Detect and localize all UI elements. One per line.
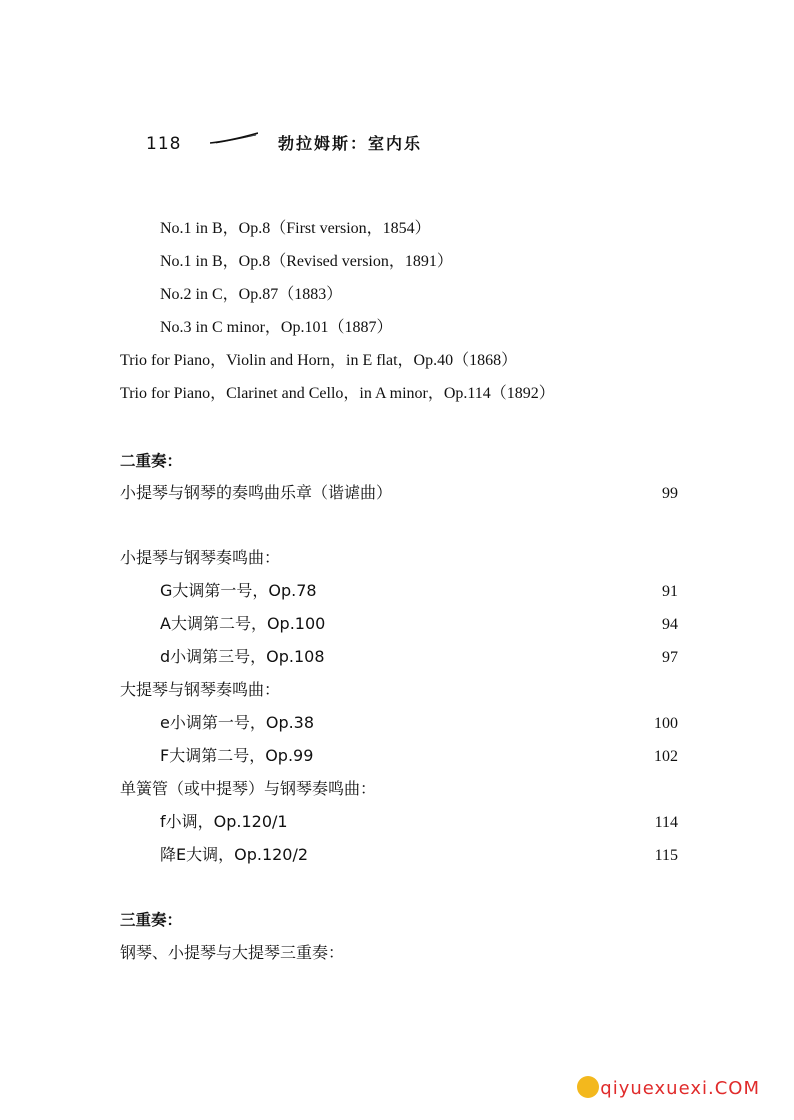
watermark-logo-icon [577,1076,599,1098]
toc-entry: A大调第二号，Op.100 [160,614,326,633]
toc-entry-movement: 小提琴与钢琴的奏鸣曲乐章（谐谑曲） [120,483,393,502]
subheading-clarinet-sonatas: 单簧管（或中提琴）与钢琴奏鸣曲： [120,779,377,798]
list-item: Trio for Piano，Violin and Horn，in E flat，Op.40（1868） [120,352,518,369]
toc-entry: G大调第一号，Op.78 [160,581,317,600]
running-title: 勃拉姆斯：室内乐 [278,134,423,153]
flourish-ornament [210,132,258,144]
toc-page-ref: 115 [654,847,678,864]
toc-page-ref: 97 [662,649,678,666]
list-item: No.2 in C，Op.87（1883） [160,286,343,303]
toc-entry: f小调，Op.120/1 [160,812,288,831]
page-number: 118 [146,134,182,154]
toc-entry: d小调第三号，Op.108 [160,647,325,666]
toc-entry: 降E大调，Op.120/2 [160,845,309,864]
toc-entry: e小调第一号，Op.38 [160,713,315,732]
site-watermark [577,1078,760,1100]
subheading-piano-trios: 钢琴、小提琴与大提琴三重奏： [120,943,345,962]
section-heading-duo: 二重奏： [120,452,183,470]
toc-page-ref: 114 [654,814,678,831]
toc-page-ref: 91 [662,583,678,600]
list-item: No.3 in C minor，Op.101（1887） [160,319,393,336]
toc-entry: F大调第二号，Op.99 [160,746,314,765]
page-header [146,128,546,158]
toc-page-ref: 99 [662,485,678,502]
watermark-text: qiyuexuexi.COM [600,1078,760,1099]
list-item: No.1 in B，Op.8（First version，1854） [160,220,431,237]
section-heading-trio: 三重奏： [120,911,183,929]
subheading-violin-sonatas: 小提琴与钢琴奏鸣曲： [120,548,281,567]
toc-page-ref: 94 [662,616,678,633]
toc-page-ref: 100 [654,715,678,732]
list-item: No.1 in B，Op.8（Revised version，1891） [160,253,453,270]
subheading-cello-sonatas: 大提琴与钢琴奏鸣曲： [120,680,281,699]
list-item: Trio for Piano，Clarinet and Cello，in A minor，Op.114（1892） [120,385,555,402]
toc-page-ref: 102 [654,748,678,765]
